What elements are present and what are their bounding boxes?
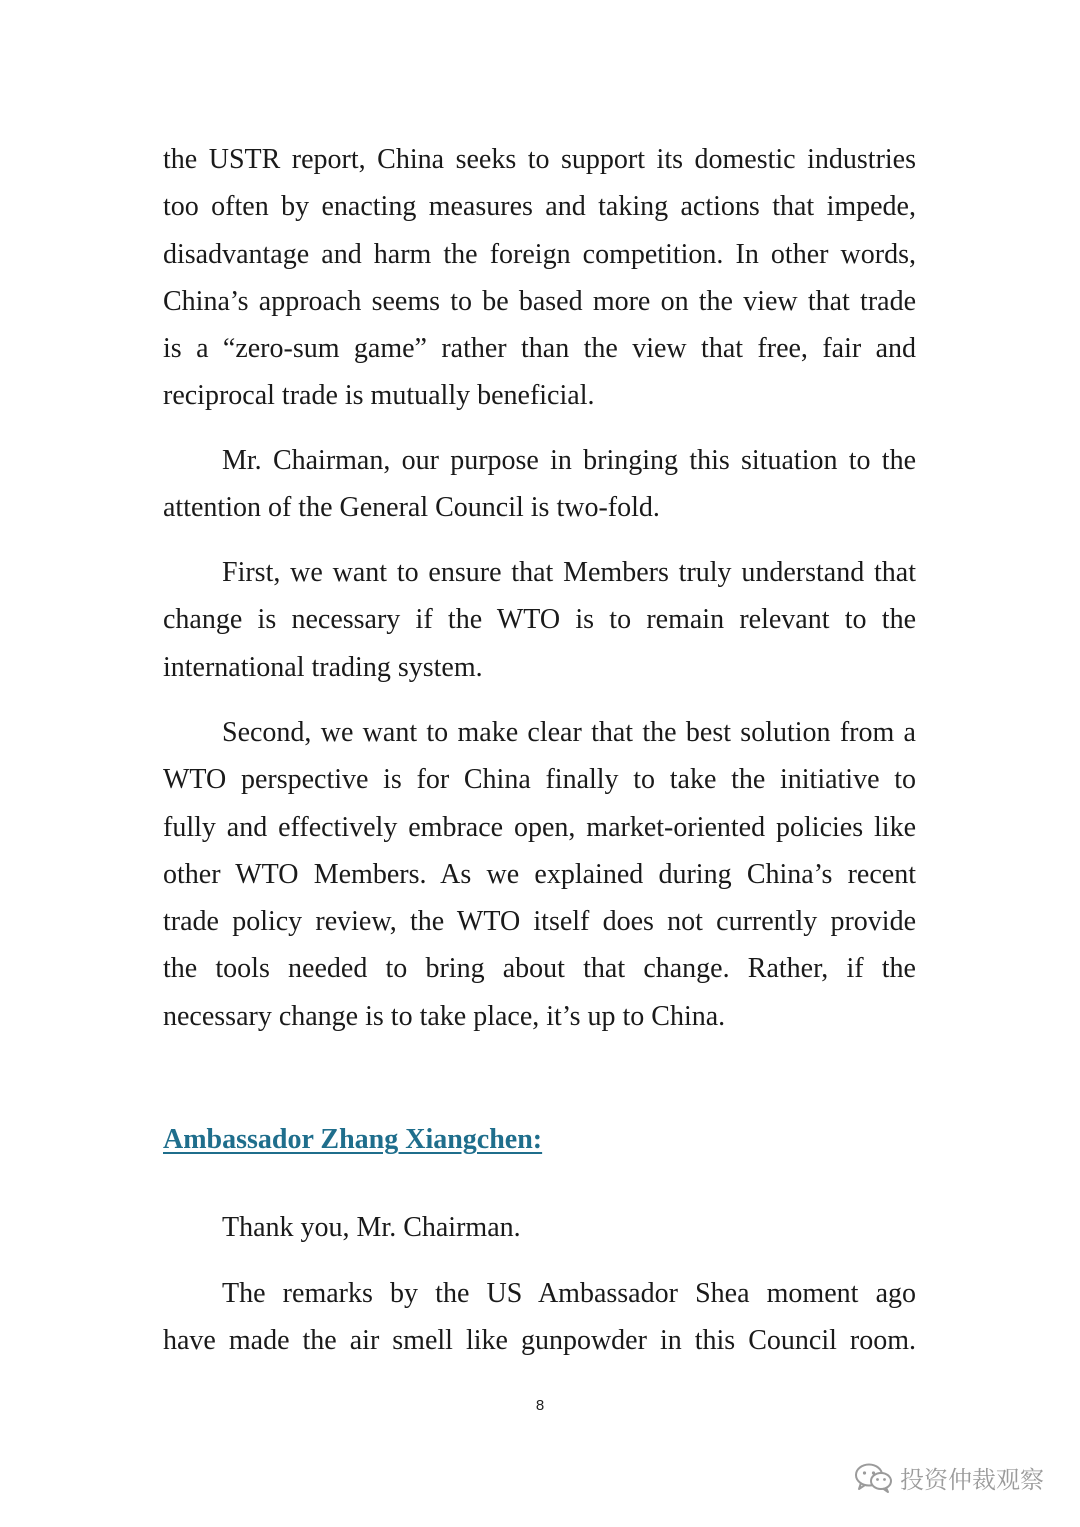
- text-line: fully and effectively embrace open, market-oriented policies like: [163, 811, 916, 843]
- paragraph-thanks: [163, 1204, 916, 1251]
- text-line: First, we want to ensure that Members truly understand that: [222, 557, 916, 588]
- paragraph-first: [163, 549, 916, 691]
- text-line: disadvantage and harm the foreign competition. In other words,: [163, 238, 916, 270]
- wechat-icon: [854, 1462, 894, 1494]
- paragraph-remarks: [163, 1270, 916, 1365]
- text-line: WTO perspective is for China finally to take the initiative to: [163, 764, 916, 796]
- text-line: is a “zero-sum game” rather than the view that free, fair and: [163, 333, 916, 365]
- text-line: the USTR report, China seeks to support its domestic industries: [163, 144, 916, 175]
- text-line: international trading system.: [163, 651, 483, 683]
- text-line: trade policy review, the WTO itself does not currently provide: [163, 906, 916, 938]
- text-line: Mr. Chairman, our purpose in bringing this situation to the: [222, 445, 916, 476]
- text-line: China’s approach seems to be based more on the view that trade: [163, 285, 916, 317]
- watermark-text: 投资仲裁观察: [900, 1466, 1044, 1494]
- text-line: attention of the General Council is two-fold.: [163, 492, 660, 524]
- speaker-heading: Ambassador Zhang Xiangchen:: [163, 1124, 543, 1155]
- text-line: change is necessary if the WTO is to remain relevant to the: [163, 604, 916, 636]
- watermark: [854, 1460, 1044, 1495]
- page-number: 8: [535, 1397, 545, 1414]
- text-line: too often by enacting measures and taking actions that impede,: [163, 191, 916, 223]
- paragraph-second: [163, 709, 916, 1040]
- text-line: have made the air smell like gunpowder in this Council room.: [163, 1325, 916, 1357]
- text-line: necessary change is to take place, it’s up to China.: [163, 1000, 726, 1032]
- text-line: other WTO Members. As we explained during China’s recent: [163, 858, 916, 890]
- text-line: The remarks by the US Ambassador Shea moment ago: [222, 1278, 916, 1309]
- paragraph-ustr-report: [163, 136, 916, 420]
- text-line: Second, we want to make clear that the best solution from a: [222, 717, 916, 748]
- paragraph-purpose: [163, 437, 916, 532]
- text-line: reciprocal trade is mutually beneficial.: [163, 380, 595, 412]
- text-line: the tools needed to bring about that change. Rather, if the: [163, 953, 916, 985]
- text-line: Thank you, Mr. Chairman.: [222, 1212, 521, 1243]
